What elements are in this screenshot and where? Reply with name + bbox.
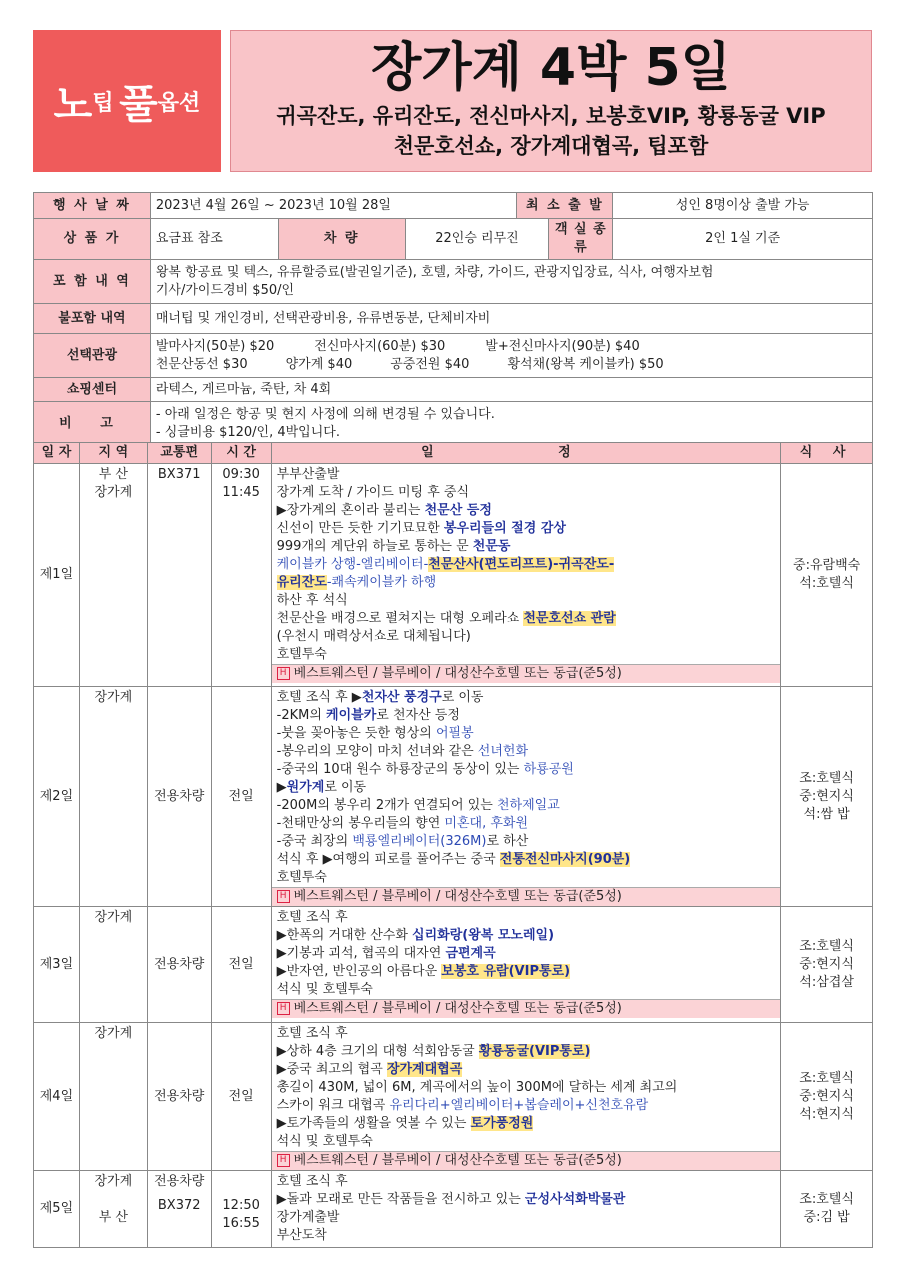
schedule-text: 케이블카 상행-엘리베이터-: [276, 557, 429, 572]
highlight-text: 금편계곡: [445, 946, 496, 961]
meal-cell: [781, 907, 873, 1023]
schedule-line: [277, 1061, 776, 1079]
highlight-text: 장가계대협곡: [386, 1062, 463, 1077]
schedule-text: 로 하산: [486, 834, 529, 849]
schedule-text: 로 천자산 등정: [376, 708, 460, 723]
schedule-line: [277, 556, 776, 574]
day-label: 제4일: [34, 1023, 80, 1171]
schedule-text: ▶: [276, 780, 287, 795]
hotel-line: [272, 999, 781, 1018]
logo-part1: 노: [53, 81, 93, 128]
header-time: 시 간: [211, 443, 271, 464]
region-name: 부 산: [98, 467, 128, 482]
schedule-line: [277, 761, 776, 779]
hotel-line: [272, 1151, 781, 1170]
highlight-text: 선녀헌화: [477, 744, 529, 759]
schedule-text: -붓을 꽂아놓은 듯한 형상의: [276, 726, 436, 741]
schedule-text: 신선이 만든 듯한 기기묘묘한: [276, 521, 444, 536]
schedule-line: [277, 797, 776, 815]
schedule-line: [277, 725, 776, 743]
transport-cell: 전용차량: [147, 1023, 211, 1171]
logo-banner: [33, 30, 221, 172]
schedule-text: -중국 최장의: [276, 834, 353, 849]
included-line-1: 왕복 항공료 및 텍스, 유류할증료(발권일기준), 호텔, 차량, 가이드, 관광지입장료, 식사, 여행자보험: [155, 264, 714, 280]
schedule-line: 호텔투숙: [276, 870, 327, 885]
schedule-line: 부부산출발: [276, 467, 340, 482]
room-value: 2인 1실 기준: [613, 219, 873, 260]
header-meal: 식 사: [781, 443, 873, 464]
day-label: 제1일: [34, 464, 80, 687]
min-departure-label: 최 소 출 발: [517, 193, 613, 219]
period-label: 행 사 날 짜: [34, 193, 151, 219]
included-line-2: 기사/가이드경비 $50/인: [155, 282, 295, 298]
schedule-line: 호텔투숙: [276, 647, 327, 662]
title-subline-2: 천문호선쇼, 장가계대협곡, 팁포함: [393, 134, 709, 158]
schedule-text: 석식 후 ▶여행의 피로를 풀어주는 중국: [276, 852, 500, 867]
meal-item: 중:현지식: [799, 788, 854, 804]
meal-item: 석:호텔식: [799, 576, 854, 591]
schedule-text: ▶기봉과 괴석, 협곡의 대자연: [276, 946, 446, 961]
meal-item: 조:호텔식: [799, 770, 854, 786]
vehicle-value: 22인승 리무진: [405, 219, 549, 260]
schedule-text: -200M의 봉우리 2개가 연결되어 있는: [276, 798, 497, 813]
meal-item: 중:김 밥: [803, 1210, 850, 1225]
schedule-text: -봉우리의 모양이 마치 선녀와 같은: [276, 744, 478, 759]
schedule-line: [277, 1191, 776, 1209]
header-region: 지 역: [79, 443, 147, 464]
info-table: [33, 192, 873, 446]
region-cell: [79, 1171, 147, 1248]
schedule-line: [277, 1097, 776, 1115]
time-value: 16:55: [222, 1216, 260, 1231]
vehicle-label: 차 량: [278, 219, 405, 260]
schedule-line: (우천시 매력상서쇼로 대체됩니다): [276, 629, 471, 644]
period-value: 2023년 4월 26일 ~ 2023년 10월 28일: [150, 193, 517, 219]
schedule-cell: [271, 1171, 781, 1248]
schedule-text: 로 이동: [324, 780, 367, 795]
hotel-icon: H: [277, 1154, 290, 1167]
region-name: 장가계: [94, 1174, 133, 1189]
schedule-line: [277, 574, 776, 592]
remarks-value: [150, 402, 872, 446]
schedule-line: 총길이 430M, 넓이 6M, 계곡에서의 높이 300M에 달하는 세계 최고의: [276, 1080, 678, 1095]
min-departure-value: 성인 8명이상 출발 가능: [613, 193, 873, 219]
meal-item: 조:호텔식: [799, 1192, 854, 1207]
excluded-value: 매너팁 및 개인경비, 선택관광비용, 유류변동분, 단체비자비: [150, 304, 872, 334]
optional-item: 황석채(왕복 케이블카) $50: [507, 356, 664, 372]
schedule-line: [277, 833, 776, 851]
highlight-text: 백룡엘리베이터(326M): [352, 834, 487, 849]
included-label: 포 함 내 역: [34, 260, 151, 304]
schedule-line: 장가계 도착 / 가이드 미팅 후 중식: [276, 485, 470, 500]
shopping-label: 쇼핑센터: [34, 378, 151, 402]
highlight-text: 토가풍정원: [470, 1116, 534, 1131]
price-label: 상 품 가: [34, 219, 151, 260]
highlight-text: 천문호선쇼 관람: [523, 611, 616, 626]
schedule-line: [277, 743, 776, 761]
logo-part2: 풀: [119, 81, 158, 128]
optional-item: 천문산동선 $30: [155, 356, 248, 372]
time-value: 09:30: [222, 467, 260, 482]
highlight-text: 천문산사(편도리프트)-귀곡잔도-: [428, 557, 615, 572]
schedule-line: [277, 815, 776, 833]
schedule-line: [277, 538, 776, 556]
hotel-icon: H: [277, 1002, 290, 1015]
time-cell: [211, 464, 271, 687]
region-name: 부 산: [98, 1210, 128, 1225]
highlight-text: 천자산 풍경구: [361, 690, 442, 705]
schedule-text: ▶반자연, 반인공의 아름다운: [276, 964, 442, 979]
schedule-line: [277, 1115, 776, 1133]
hotel-text: 베스트웨스턴 / 블루베이 / 대성산수호텔 또는 동급(준5성): [293, 1153, 622, 1168]
transport-cell: 전용차량: [147, 687, 211, 907]
optional-item: 전신마사지(60분) $30: [314, 338, 446, 354]
highlight-text: 봉우리들의 절경 감상: [443, 521, 566, 536]
highlight-text: 전통전신마사지(90분): [499, 852, 631, 867]
schedule-line: [277, 610, 776, 628]
schedule-line: [277, 689, 776, 707]
itinerary-row-day4: [34, 1023, 873, 1171]
meal-cell: [781, 687, 873, 907]
schedule-line: [277, 851, 776, 869]
schedule-text: 999개의 계단위 하늘로 통하는 문: [276, 539, 473, 554]
title-box: [230, 30, 872, 172]
highlight-text: 어필봉: [435, 726, 474, 741]
meal-item: 중:현지식: [799, 1088, 854, 1104]
itinerary-row-day2: [34, 687, 873, 907]
header-day: 일 자: [34, 443, 80, 464]
time-cell: 전일: [211, 687, 271, 907]
meal-item: 중:현지식: [799, 956, 854, 972]
schedule-line: 호텔 조식 후: [276, 1174, 348, 1189]
transport-cell: [147, 1171, 211, 1248]
time-value: 12:50: [222, 1198, 260, 1213]
logo-part1-small: 팁: [92, 90, 114, 116]
included-value: [150, 260, 872, 304]
time-value: 11:45: [222, 485, 260, 500]
region-cell: [79, 464, 147, 687]
schedule-line: 부산도착: [276, 1228, 327, 1243]
hotel-icon: H: [277, 890, 290, 903]
day-label: 제5일: [34, 1171, 80, 1248]
schedule-line: [277, 945, 776, 963]
hotel-text: 베스트웨스턴 / 블루베이 / 대성산수호텔 또는 동급(준5성): [293, 1001, 622, 1016]
room-label: 객 실 종 류: [549, 219, 613, 260]
hotel-line: [272, 664, 781, 683]
title-subline-1: 귀곡잔도, 유리잔도, 전신마사지, 보봉호VIP, 황룡동굴 VIP: [276, 104, 826, 128]
region-cell: 장가계: [79, 1023, 147, 1171]
highlight-text: 천문동: [472, 539, 511, 554]
schedule-text: 로 이동: [441, 690, 484, 705]
remarks-label: 비 고: [34, 402, 151, 446]
transport-value: 전용차량: [154, 1174, 205, 1189]
highlight-text: 미혼대, 후화원: [444, 816, 529, 831]
region-name: 장가계: [94, 485, 133, 500]
schedule-line: [277, 927, 776, 945]
page-title: 장가계 4박 5일: [371, 38, 731, 98]
optional-tour-line-2: [156, 356, 867, 374]
optional-item: 양가계 $40: [285, 356, 353, 372]
meal-item: 조:호텔식: [799, 1070, 854, 1086]
schedule-text: ▶장가계의 혼이라 불리는: [276, 503, 425, 518]
optional-tour-value: [150, 334, 872, 378]
schedule-text: -천태만상의 봉우리들의 향연: [276, 816, 445, 831]
hotel-line: [272, 887, 781, 906]
logo-part2-small: 옵션: [157, 90, 201, 116]
optional-item: 발마사지(50분) $20: [155, 338, 275, 354]
schedule-text: -2KM의: [276, 708, 327, 723]
itinerary-row-day1: [34, 464, 873, 687]
header-schedule: 일 정: [271, 443, 781, 464]
highlight-text: 원가계: [286, 780, 325, 795]
schedule-cell: [271, 687, 781, 907]
schedule-text: 천문산을 배경으로 펼쳐지는 대형 오페라쇼: [276, 611, 524, 626]
schedule-line: 호텔 조식 후: [276, 1026, 348, 1041]
meal-cell: [781, 1171, 873, 1248]
schedule-line: [277, 963, 776, 981]
hotel-icon: H: [277, 667, 290, 680]
schedule-text: ▶토가족들의 생활을 엿볼 수 있는: [276, 1116, 471, 1131]
header-transport: 교통편: [147, 443, 211, 464]
schedule-text: ▶중국 최고의 협곡: [276, 1062, 387, 1077]
optional-item: 공중전원 $40: [390, 356, 470, 372]
time-cell: 전일: [211, 907, 271, 1023]
day-label: 제3일: [34, 907, 80, 1023]
itinerary-row-day3: [34, 907, 873, 1023]
highlight-text: 보봉호 유람(VIP통로): [441, 964, 571, 979]
schedule-text: 스카이 워크 대협곡: [276, 1098, 390, 1113]
time-cell: [211, 1171, 271, 1248]
itinerary-row-day5: [34, 1171, 873, 1248]
meal-item: 석:삼겹살: [799, 974, 854, 990]
schedule-text: ▶한폭의 거대한 산수화: [276, 928, 413, 943]
schedule-text: 호텔 조식 후 ▶: [276, 690, 362, 705]
schedule-line: 하산 후 석식: [276, 593, 348, 608]
meal-cell: [781, 464, 873, 687]
remark-line: - 싱글비용 $120/인, 4박입니다.: [155, 424, 340, 440]
highlight-text: 군성사석화박물관: [524, 1192, 626, 1207]
schedule-cell: [271, 464, 781, 687]
hotel-text: 베스트웨스턴 / 블루베이 / 대성산수호텔 또는 동급(준5성): [293, 666, 622, 681]
optional-item: 발+전신마사지(90분) $40: [485, 338, 640, 354]
meal-item: 조:호텔식: [799, 938, 854, 954]
meal-item: 석:쌈 밥: [803, 806, 850, 822]
schedule-text: ▶상하 4층 크기의 대형 석회암동굴: [276, 1044, 479, 1059]
highlight-text: 십리화랑(왕복 모노레일): [412, 928, 555, 943]
highlight-text: 천하제일교: [496, 798, 560, 813]
meal-item: 중:유람백숙: [793, 558, 861, 573]
price-value: 요금표 참조: [150, 219, 278, 260]
transport-value: BX372: [157, 1198, 201, 1213]
highlight-text: 천문산 등정: [424, 503, 492, 518]
schedule-line: 장가계출발: [276, 1210, 340, 1225]
excluded-label: 불포함 내역: [34, 304, 151, 334]
region-cell: 장가계: [79, 907, 147, 1023]
transport-cell: 전용차량: [147, 907, 211, 1023]
day-label: 제2일: [34, 687, 80, 907]
schedule-cell: [271, 1023, 781, 1171]
schedule-line: [277, 502, 776, 520]
highlight-text: 하룡공원: [523, 762, 574, 777]
schedule-line: 호텔 조식 후: [276, 910, 348, 925]
schedule-text: -중국의 10대 원수 하룡장군의 동상이 있는: [276, 762, 524, 777]
schedule-text: -쾌속케이블카 하행: [326, 575, 437, 590]
time-cell: 전일: [211, 1023, 271, 1171]
schedule-text: ▶돌과 모래로 만든 작품들을 전시하고 있는: [276, 1192, 525, 1207]
highlight-text: 케이블카: [326, 708, 377, 723]
schedule-line: [277, 1043, 776, 1061]
highlight-text: 유리잔도: [276, 575, 327, 590]
schedule-line: [277, 520, 776, 538]
schedule-line: 석식 및 호텔투숙: [276, 1134, 373, 1149]
meal-cell: [781, 1023, 873, 1171]
schedule-cell: [271, 907, 781, 1023]
shopping-value: 라텍스, 게르마늄, 죽탄, 차 4회: [150, 378, 872, 402]
transport-cell: BX371: [147, 464, 211, 687]
optional-tour-label: 선택관광: [34, 334, 151, 378]
highlight-text: 유리다리+엘리베이터+봅슬레이+신천호유람: [389, 1098, 649, 1113]
hotel-text: 베스트웨스턴 / 블루베이 / 대성산수호텔 또는 동급(준5성): [293, 889, 622, 904]
schedule-line: [277, 779, 776, 797]
highlight-text: 황룡동굴(VIP통로): [478, 1044, 591, 1059]
optional-tour-line-1: [156, 338, 867, 356]
schedule-line: 석식 및 호텔투숙: [276, 982, 373, 997]
itinerary-table: [33, 442, 873, 1248]
region-cell: 장가계: [79, 687, 147, 907]
meal-item: 석:현지식: [799, 1106, 854, 1122]
remark-line: - 아래 일정은 항공 및 현지 사정에 의해 변경될 수 있습니다.: [155, 406, 495, 422]
schedule-line: [277, 707, 776, 725]
